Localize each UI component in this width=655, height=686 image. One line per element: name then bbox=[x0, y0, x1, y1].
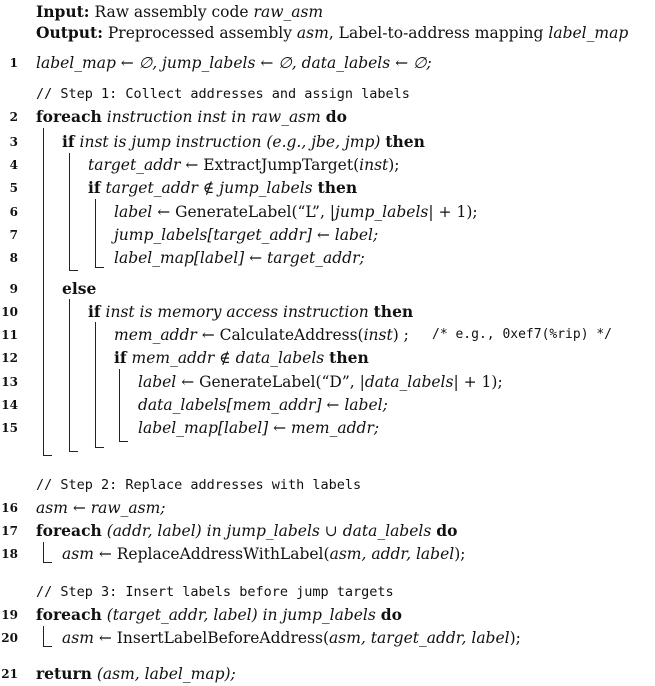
line-2 bbox=[36, 107, 347, 127]
line-number: 3 bbox=[9, 135, 18, 149]
comment-step-3: // Step 3: Insert labels before jump targets bbox=[36, 584, 394, 600]
line-number: 15 bbox=[1, 421, 18, 435]
line-number: 11 bbox=[1, 328, 18, 342]
output-label: Output: bbox=[36, 23, 103, 42]
foreach-condition: (target_addr, label) in jump_labels bbox=[106, 606, 376, 624]
keyword-return: return bbox=[36, 664, 92, 683]
keyword-foreach: foreach bbox=[36, 605, 102, 624]
var: asm bbox=[62, 629, 94, 647]
line-number: 18 bbox=[1, 547, 18, 561]
punct: ); bbox=[454, 545, 466, 563]
keyword-then: then bbox=[385, 132, 425, 151]
foreach-condition: instruction inst in raw_asm bbox=[106, 108, 321, 126]
var: mem_addr bbox=[114, 326, 197, 344]
line-7: jump_labels[target_addr] ← label; bbox=[114, 226, 379, 244]
line-20 bbox=[62, 628, 521, 648]
line-number: 7 bbox=[9, 228, 18, 242]
line-number: 6 bbox=[9, 205, 18, 219]
line-8: label_map[label] ← target_addr; bbox=[114, 249, 365, 267]
keyword-then: then bbox=[317, 178, 358, 197]
line-number: 14 bbox=[1, 398, 18, 412]
line-number: 4 bbox=[9, 158, 18, 172]
var: asm, addr, label bbox=[329, 545, 455, 563]
keyword-foreach: foreach bbox=[36, 107, 102, 126]
if-condition: target_addr ∉ jump_labels bbox=[105, 179, 313, 197]
keyword-then: then bbox=[329, 348, 369, 367]
input-line bbox=[36, 2, 323, 22]
var: asm bbox=[62, 545, 94, 563]
func: ← GenerateLabel(“D”, | bbox=[181, 373, 365, 391]
var: inst bbox=[363, 326, 393, 344]
line-18 bbox=[62, 544, 466, 564]
line-10 bbox=[88, 302, 413, 322]
if-condition: mem_addr ∉ data_labels bbox=[131, 349, 325, 367]
input-text: Raw assembly code bbox=[94, 3, 249, 21]
punct: | + 1); bbox=[428, 203, 478, 221]
input-label: Input: bbox=[36, 2, 90, 21]
func: ← InsertLabelBeforeAddress( bbox=[98, 629, 330, 647]
line-5 bbox=[88, 178, 357, 198]
keyword-if: if bbox=[114, 348, 127, 367]
line-number: 8 bbox=[9, 251, 18, 265]
var: data_labels bbox=[364, 373, 454, 391]
keyword-foreach: foreach bbox=[36, 521, 102, 540]
keyword-do: do bbox=[436, 521, 458, 540]
line-number: 9 bbox=[9, 282, 18, 296]
var: jump_labels bbox=[335, 203, 429, 221]
block-bar-foreach-2 bbox=[43, 542, 52, 563]
comment-step-1: // Step 1: Collect addresses and assign labels bbox=[36, 86, 410, 102]
output-text-2: , Label-to-address mapping bbox=[328, 24, 544, 42]
punct: | + 1); bbox=[453, 373, 503, 391]
line-1: label_map ← ∅, jump_labels ← ∅, data_labels ← ∅; bbox=[36, 54, 432, 72]
keyword-do: do bbox=[325, 107, 347, 126]
block-bar-if-jump-inner bbox=[95, 199, 104, 268]
block-bar-if-jump bbox=[69, 153, 78, 271]
line-14: data_labels[mem_addr] ← label; bbox=[138, 396, 388, 414]
line-13 bbox=[138, 372, 503, 392]
output-var-asm: asm bbox=[296, 24, 329, 42]
keyword-then: then bbox=[373, 302, 414, 321]
var: inst bbox=[359, 156, 389, 174]
line-12 bbox=[114, 348, 369, 368]
line-21 bbox=[36, 664, 236, 684]
line-6 bbox=[114, 202, 478, 222]
line-9: else bbox=[62, 279, 97, 298]
line-4 bbox=[88, 155, 400, 175]
line-17 bbox=[36, 521, 457, 541]
block-bar-if-mem-inner bbox=[119, 369, 128, 442]
var: label bbox=[114, 203, 153, 221]
block-bar-if-mem bbox=[95, 322, 104, 448]
input-var: raw_asm bbox=[253, 3, 324, 21]
if-condition: inst is jump instruction (e.g., jbe, jmp) bbox=[79, 133, 381, 151]
line-number: 19 bbox=[1, 608, 18, 622]
line-16: asm ← raw_asm; bbox=[36, 499, 166, 517]
line-15: label_map[label] ← mem_addr; bbox=[138, 419, 380, 437]
foreach-condition: (addr, label) in jump_labels ∪ data_labels bbox=[106, 522, 432, 540]
block-bar-else bbox=[69, 299, 78, 452]
var: target_addr bbox=[88, 156, 181, 174]
if-condition: inst is memory access instruction bbox=[105, 303, 369, 321]
keyword-if: if bbox=[88, 178, 101, 197]
block-bar-foreach bbox=[43, 128, 52, 456]
func: ← ReplaceAddressWithLabel( bbox=[98, 545, 330, 563]
comment-step-2: // Step 2: Replace addresses with labels bbox=[36, 477, 362, 493]
line-number: 16 bbox=[1, 501, 18, 515]
keyword-if: if bbox=[62, 132, 75, 151]
line-number: 20 bbox=[1, 631, 18, 645]
line-number: 5 bbox=[9, 181, 18, 195]
block-bar-foreach-3 bbox=[43, 626, 52, 647]
keyword-if: if bbox=[88, 302, 101, 321]
func: ← ExtractJumpTarget( bbox=[185, 156, 360, 174]
func: ← GenerateLabel(“L”, | bbox=[157, 203, 336, 221]
line-11 bbox=[114, 325, 409, 345]
var: asm, target_addr, label bbox=[329, 629, 510, 647]
punct: ); bbox=[509, 629, 521, 647]
line-11-comment: /* e.g., 0xef7(%rip) */ bbox=[432, 327, 613, 342]
punct: ); bbox=[388, 156, 400, 174]
punct: ) ; bbox=[392, 326, 409, 344]
return-value: (asm, label_map); bbox=[96, 665, 236, 683]
line-number: 12 bbox=[1, 351, 18, 365]
line-3 bbox=[62, 132, 425, 152]
keyword-do: do bbox=[380, 605, 402, 624]
output-text: Preprocessed assembly bbox=[107, 24, 292, 42]
var: label bbox=[138, 373, 177, 391]
line-19 bbox=[36, 605, 402, 625]
line-number: 13 bbox=[1, 375, 18, 389]
line-number: 17 bbox=[1, 524, 18, 538]
line-number: 2 bbox=[9, 110, 18, 124]
output-line bbox=[36, 23, 628, 43]
line-number: 21 bbox=[1, 667, 18, 681]
line-number: 10 bbox=[1, 305, 18, 319]
output-var-labelmap: label_map bbox=[548, 24, 629, 42]
func: ← CalculateAddress( bbox=[201, 326, 364, 344]
line-number: 1 bbox=[9, 56, 18, 70]
